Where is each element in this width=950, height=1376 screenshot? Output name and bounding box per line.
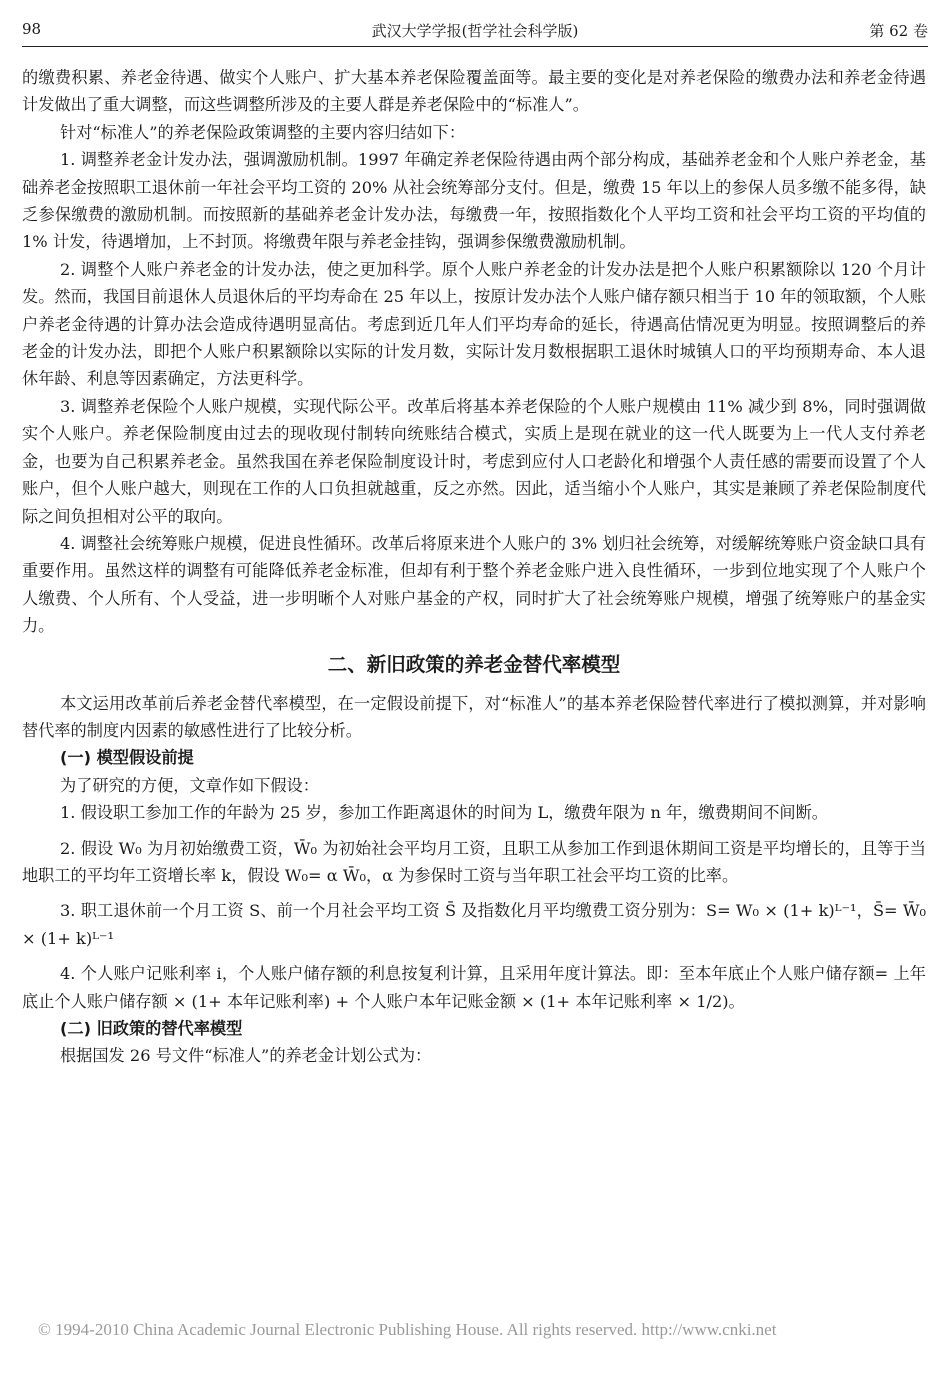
paragraph: 的缴费积累、养老金待遇、做实个人账户、扩大基本养老保险覆盖面等。最主要的变化是对养老保险的缴费办法和养老金待遇计发做出了重大调整，而这些调整所涉及的主要人群是养老保险中的“标准人”。: [22, 68, 926, 115]
paragraph: 1. 调整养老金计发办法，强调激励机制。1997 年确定养老保险待遇由两个部分构成，基础养老金和个人账户养老金，基础养老金按照职工退休前一年社会平均工资的 20% 从社会统筹部分支付。但是，缴费 15 年以上的参保人员多缴不能多得，缺乏参保缴费的激励机制。而按照新的基础养老金计发办法，每缴费一年，按照指数化个人平均工资和社会平均工资的平均值的 1% 计发，待遇增加，上不封顶。将缴费年限与养老金挂钩，强调参保缴费激励机制。: [22, 150, 926, 252]
paragraph: 本文运用改革前后养老金替代率模型，在一定假设前提下，对“标准人”的基本养老保险替代率进行了模拟测算，并对影响替代率的制度内因素的敏感性进行了比较分析。: [22, 693, 926, 740]
paragraph: 4. 个人账户记账利率 i，个人账户储存额的利息按复利计算，且采用年度计算法。即：至本年底止个人账户储存额= 上年底止个人账户储存额 × (1+ 本年记账利率) + 个人账户本年记账金额 × (1+ 本年记账利率 × 1/2)。: [22, 964, 926, 1011]
paragraph: 2. 假设 W₀ 为月初始缴费工资，W̄₀ 为初始社会平均月工资，且职工从参加工作到退休期间工资是平均增长的，且等于当地职工的平均年工资增长率 k，假设 W₀= α W̄₀，α 为参保时工资与当年职工社会平均工资的比率。: [22, 838, 926, 885]
copyright-watermark: © 1994-2010 China Academic Journal Electronic Publishing House. All rights reserved. http://www.cnki.net: [38, 1320, 777, 1339]
volume-label: 第 62 卷: [869, 22, 928, 40]
paragraph: 针对“标准人”的养老保险政策调整的主要内容归结如下：: [60, 122, 466, 142]
paragraph: 1. 假设职工参加工作的年龄为 25 岁，参加工作距离退休的时间为 L，缴费年限为 n 年，缴费期间不间断。: [60, 803, 828, 823]
paragraph: 为了研究的方便，文章作如下假设：: [60, 775, 319, 795]
subsection-heading: (一) 模型假设前提: [60, 748, 194, 768]
article-body: [22, 64, 926, 1070]
paragraph: 3. 职工退休前一个月工资 S、前一个月社会平均工资 S̄ 及指数化月平均缴费工资分别为：S= W₀ × (1+ k)ᴸ⁻¹，S̄= W̄₀ × (1+ k)ᴸ⁻¹: [22, 901, 926, 948]
paragraph: 2. 调整个人账户养老金的计发办法，使之更加科学。原个人账户养老金的计发办法是把个人账户积累额除以 120 个月计发。然而，我国目前退休人员退休后的平均寿命在 25 年以上，按原计发办法个人账户储存额只相当于 10 年的领取额，个人账户养老金待遇的计算办法会造成待遇明显高估。考虑到近几年人们平均寿命的延长，待遇高估情况更为明显。按照调整后的养老金的计发办法，即把个人账户积累额除以实际的计发月数，实际计发月数根据职工退休时城镇人口的平均预期寿命、本人退休年龄、利息等因素确定，方法更科学。: [22, 259, 926, 389]
page-number: 98: [22, 20, 42, 38]
journal-title: 武汉大学学报(哲学社会科学版): [371, 22, 579, 40]
paragraph: 3. 调整养老保险个人账户规模，实现代际公平。改革后将基本养老保险的个人账户规模由 11% 减少到 8%，同时强调做实个人账户。养老保险制度由过去的现收现付制转向统账结合模式，实质上是现在就业的这一代人既要为上一代人支付养老金，也要为自己积累养老金。虽然我国在养老保险制度设计时，考虑到应付人口老龄化和增强个人责任感的需要而设置了个人账户，但个人账户越大，则现在工作的人口负担就越重，反之亦然。因此，适当缩小个人账户，其实是兼顾了养老保险制度代际之间负担相对公平的取向。: [22, 396, 926, 526]
section-heading: 二、新旧政策的养老金替代率模型: [327, 652, 621, 676]
paragraph: 根据国发 26 号文件“标准人”的养老金计划公式为：: [60, 1046, 432, 1066]
paragraph: 4. 调整社会统筹账户规模，促进良性循环。改革后将原来进个人账户的 3% 划归社会统筹，对缓解统筹账户资金缺口具有重要作用。虽然这样的调整有可能降低养老金标准，但却有利于整个养老金账户进入良性循环，一步到位地实现了个人账户个人缴费、个人所有、个人受益，进一步明晰个人对账户基金的产权，同时扩大了社会统筹账户规模，增强了统筹账户的基金实力。: [22, 533, 926, 636]
running-header: [22, 14, 928, 44]
header-rule: [22, 46, 928, 47]
subsection-heading: (二) 旧政策的替代率模型: [60, 1019, 243, 1038]
